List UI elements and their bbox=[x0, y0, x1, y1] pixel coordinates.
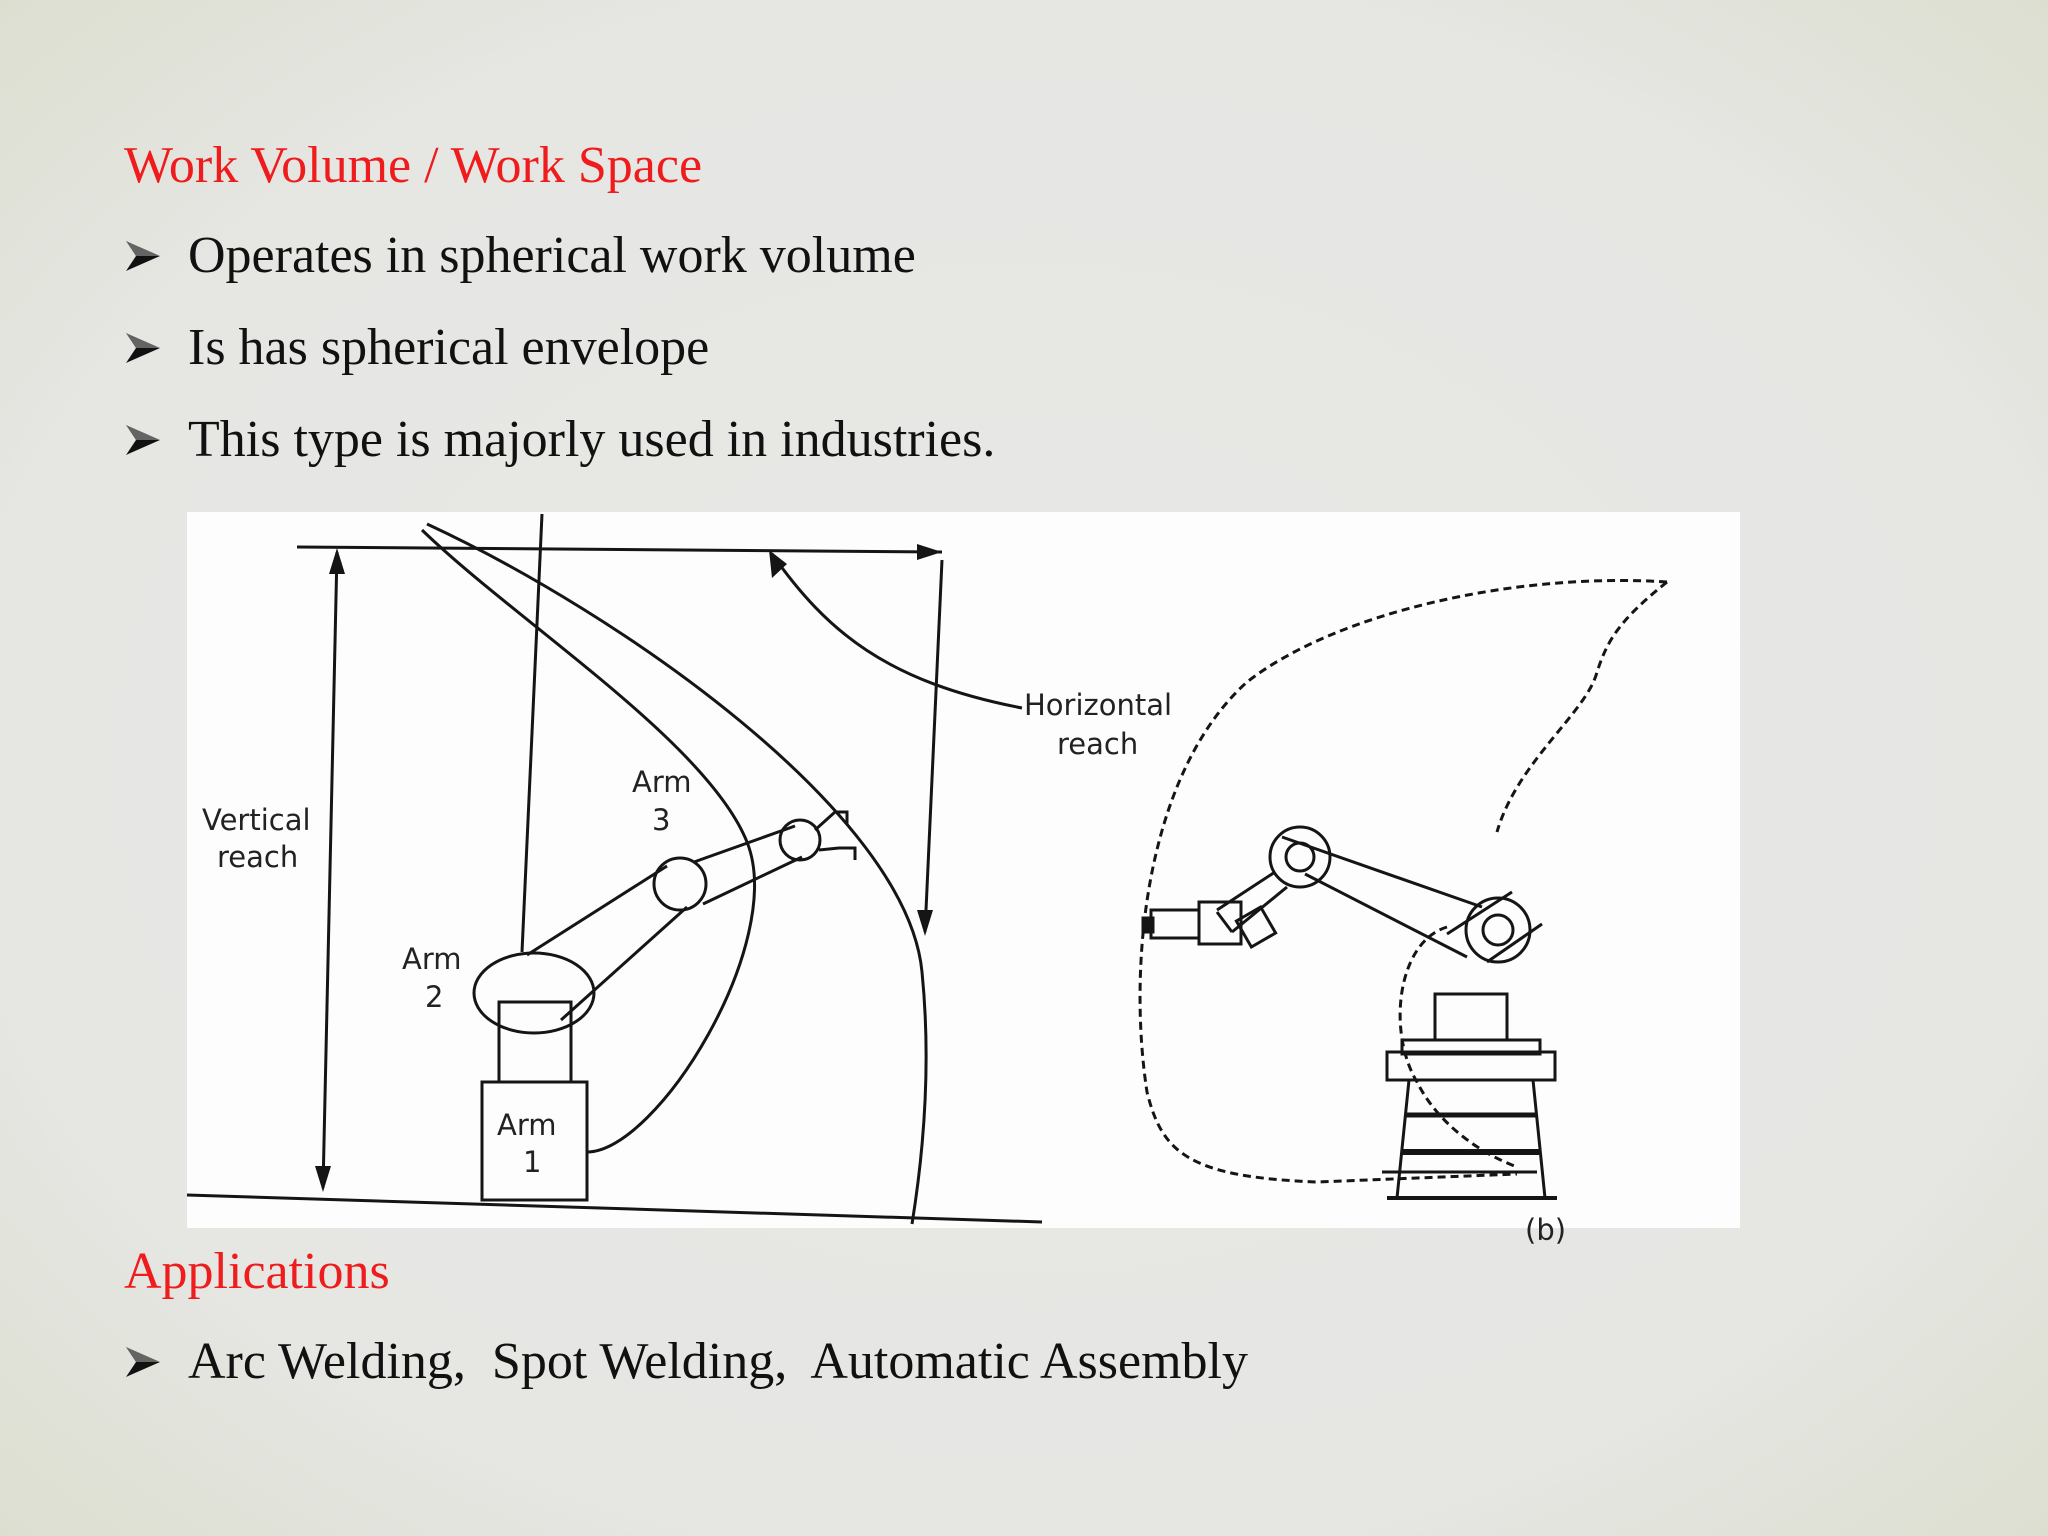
applications-heading: Applications bbox=[124, 1243, 390, 1300]
bullet-text: Arc Welding, Spot Welding, Automatic Assembly bbox=[188, 1333, 1248, 1390]
bullet-item bbox=[124, 1333, 1248, 1390]
bullet-text: Is has spherical envelope bbox=[188, 319, 710, 376]
bullet-item bbox=[124, 227, 916, 284]
label-horizontal-reach: reach bbox=[1057, 727, 1139, 761]
label-arm-1: Arm bbox=[497, 1108, 557, 1142]
label-vertical-reach: reach bbox=[217, 840, 299, 874]
bullet-item bbox=[124, 411, 996, 468]
bullet-text: Operates in spherical work volume bbox=[188, 227, 916, 284]
label-arm-1: 1 bbox=[523, 1145, 542, 1179]
label-vertical-reach: Vertical bbox=[202, 803, 311, 837]
arrow-bullet-icon bbox=[124, 1345, 162, 1379]
label-arm-3: Arm bbox=[632, 765, 692, 799]
arrow-bullet-icon bbox=[124, 239, 162, 273]
vertical-reach-arrow bbox=[323, 552, 337, 1188]
robot-diagram bbox=[187, 512, 1740, 1247]
label-horizontal-reach: Horizontal bbox=[1024, 688, 1173, 722]
work-volume-heading: Work Volume / Work Space bbox=[124, 137, 703, 194]
label-arm-3: 3 bbox=[652, 803, 671, 837]
bullet-item bbox=[124, 319, 710, 376]
arrow-bullet-icon bbox=[124, 331, 162, 365]
arrow-bullet-icon bbox=[124, 423, 162, 457]
label-arm-2: 2 bbox=[425, 980, 444, 1014]
robot-work-volume-figure bbox=[187, 512, 1740, 1247]
bullet-text: This type is majorly used in industries. bbox=[188, 411, 996, 468]
top-reach-line bbox=[297, 547, 942, 552]
label-arm-2: Arm bbox=[402, 942, 462, 976]
caption-b: (b) bbox=[1525, 1213, 1567, 1247]
